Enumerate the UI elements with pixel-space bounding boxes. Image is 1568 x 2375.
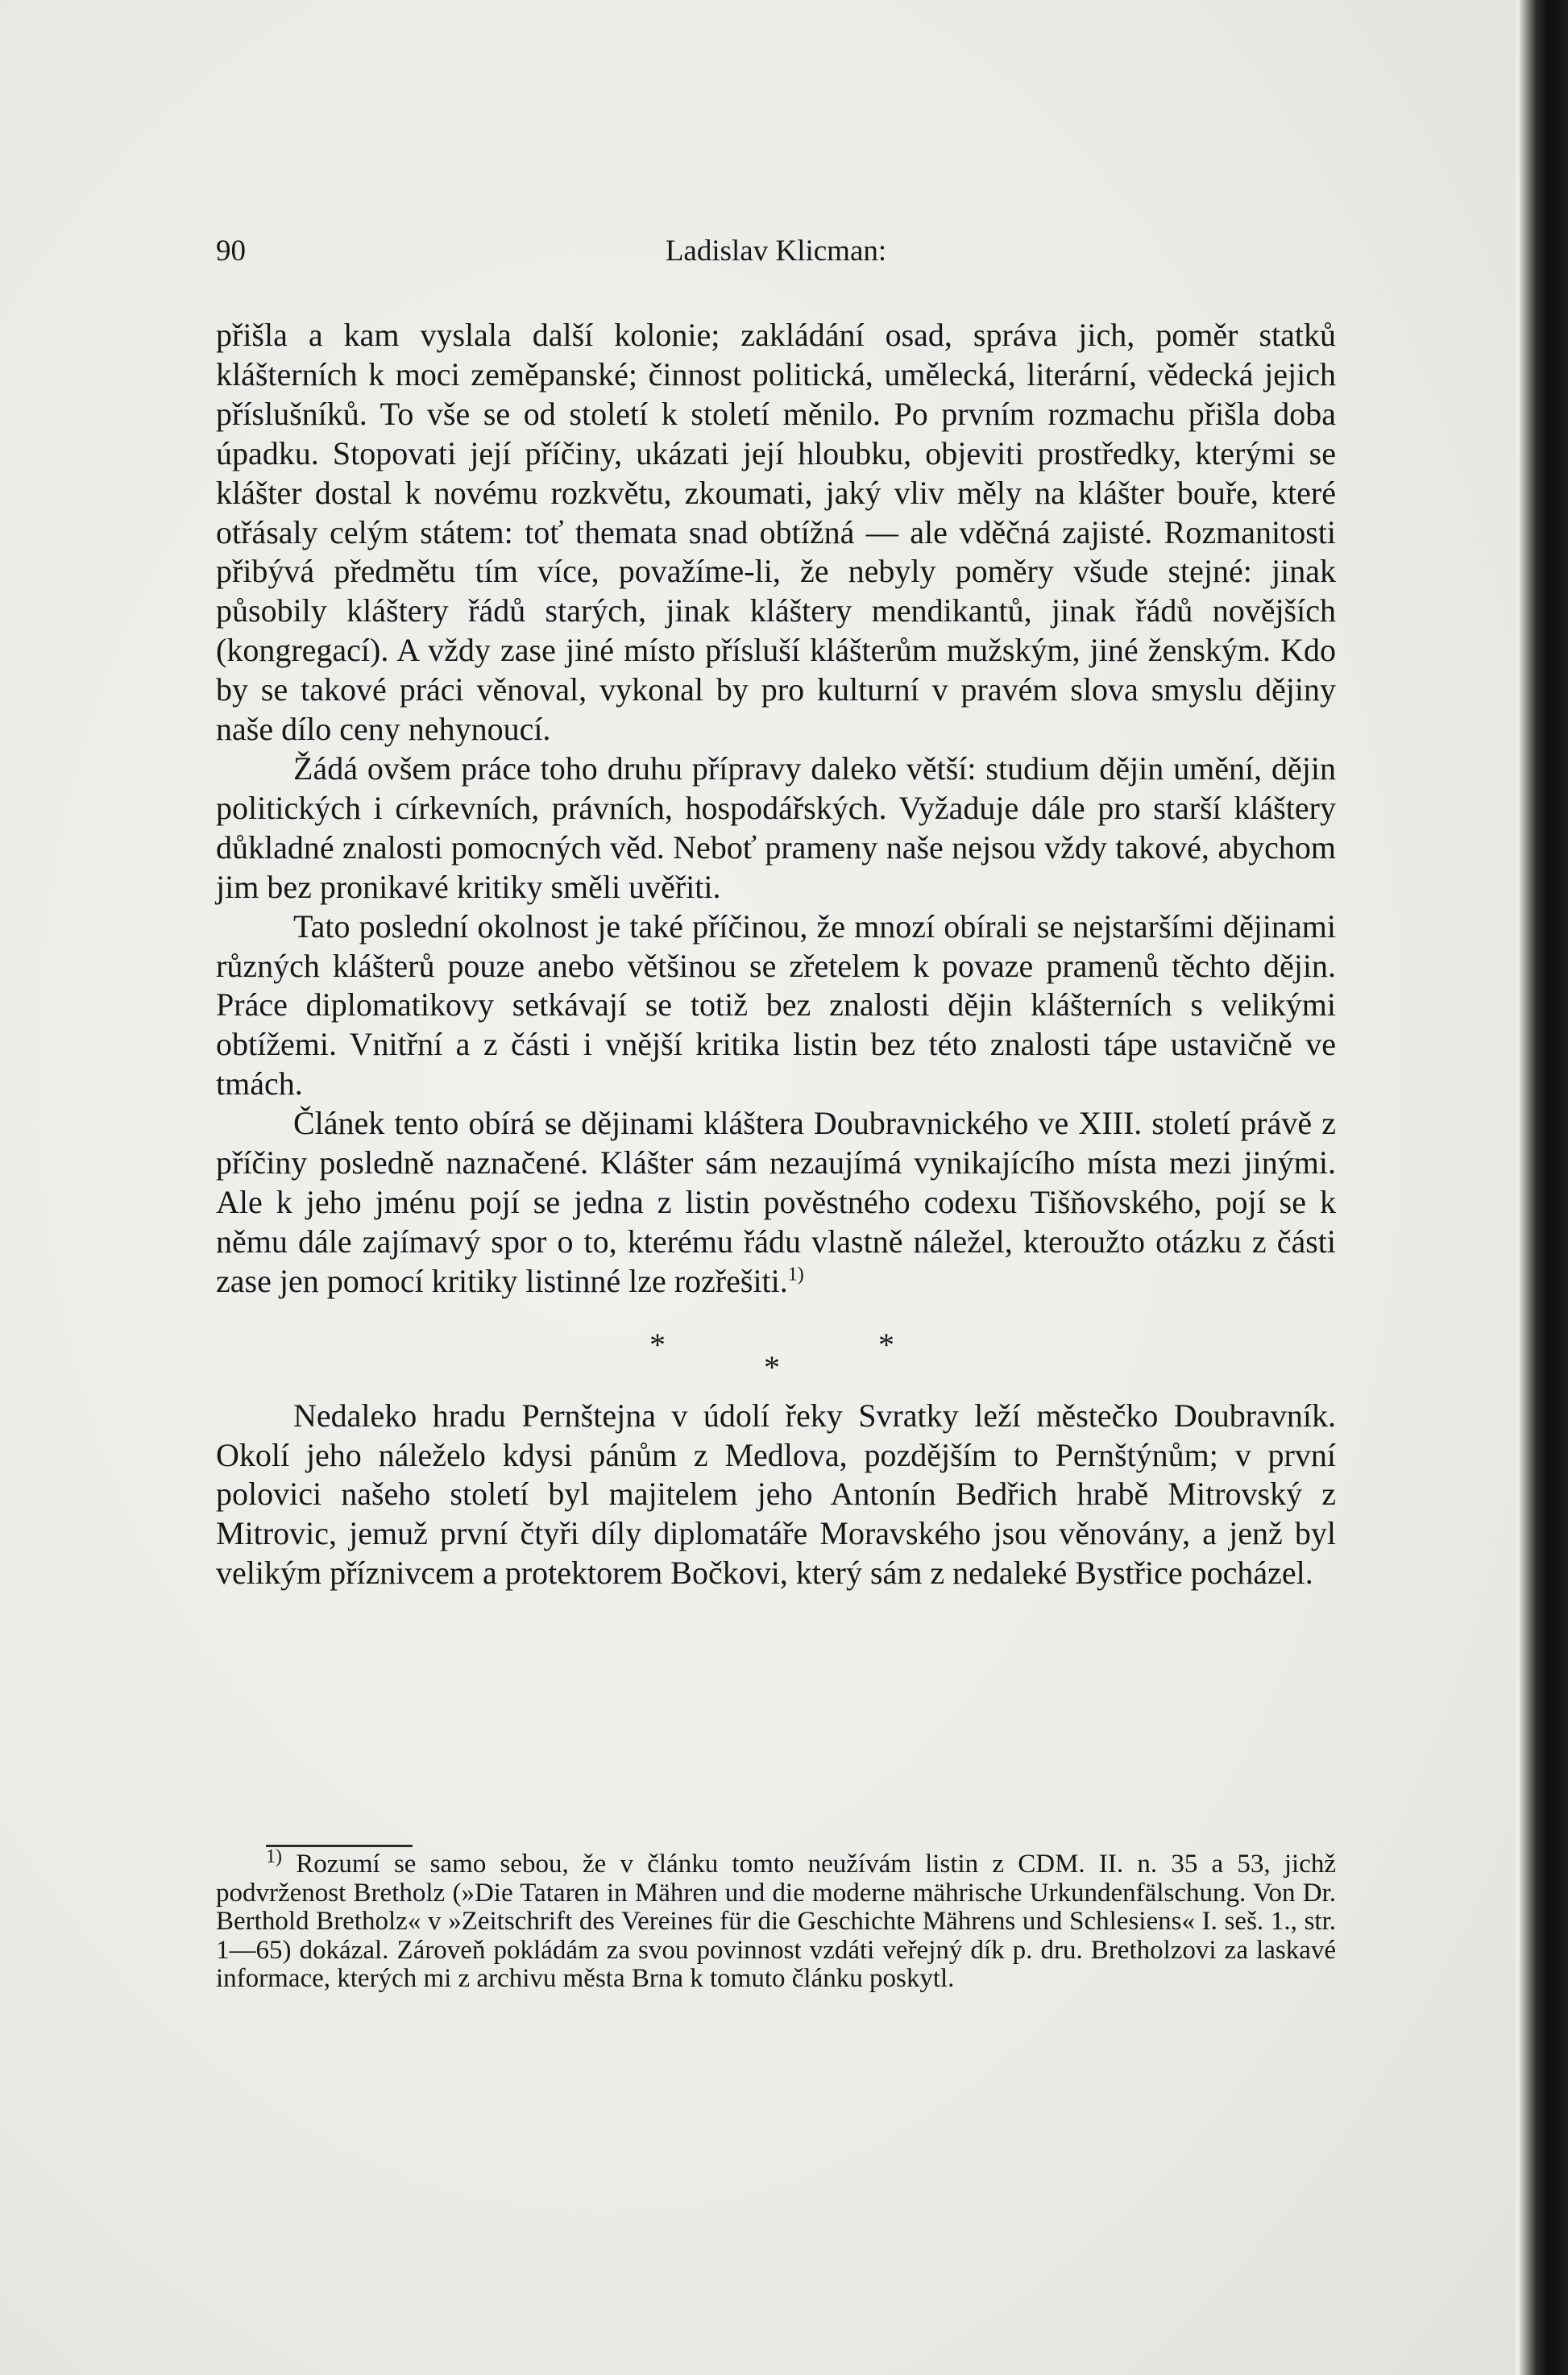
running-title: Ladislav Klicman: — [665, 235, 887, 268]
page-header — [216, 234, 1336, 282]
page-number: 90 — [216, 235, 246, 268]
asterisk-middle: * — [764, 1348, 780, 1385]
section-separator — [216, 1302, 1336, 1397]
asterisk-left: * — [649, 1326, 666, 1363]
paragraph-3: Tato poslední okolnost je také příčinou, že mnozí obírali se nejstaršími dějinami různých klášterů pouze anebo většinou se zřetelem k povaze pramenů těchto dějin. Práce diplomatikovy setkávají se totiž bez znalosti dějin klášterních s velikými obtížemi. Vnitřní a z části i vnější kritika listin bez této znalosti tápe ustavičně ve tmách. — [216, 907, 1336, 1102]
main-text — [216, 316, 1336, 1593]
footnote-text: Rozumí se samo sebou, že v článku tomto neužívám listin z CDM. II. n. 35 a 53, jichž podvrženost Bretholz (»Die Tataren in Mähren und die moderne mährische Urkundenfälschung. Von Dr. Berthold Bretholz« v »Zeitschrift des Vereines für die Geschichte Mährens und Schlesiens« I. seš. 1., str. 1—65) dokázal. Zároveň pokládám za svou povinnost vzdáti veřejný dík p. dru. Bretholzovi za laskavé informace, kterých mi z archivu města Brna k tomuto článku poskytl. — [216, 1850, 1337, 1993]
paragraph-2: Žádá ovšem práce toho druhu přípravy daleko větší: studium dějin umění, dějin politických i církevních, právních, hospodářských. Vyžaduje dále pro starší kláštery důkladné znalosti pomocných věd. Neboť prameny naše nejsou vždy takové, abychom jim bez pronikavé kritiky směli uvěřiti. — [216, 749, 1336, 905]
footnote-reference: 1) — [787, 1264, 804, 1285]
footnote-mark: 1) — [266, 1846, 282, 1867]
asterisk-right: * — [878, 1326, 894, 1363]
paragraph-4 — [216, 1104, 1336, 1302]
footnote-divider — [266, 1845, 413, 1847]
paragraph-1: přišla a kam vyslala další kolonie; zakládání osad, správa jich, poměr statků klášterních k moci zeměpanské; činnost politická, umělecká, literární, vědecká jejich příslušníků. To vše se od století k století měnilo. Po prvním rozmachu přišla doba úpadku. Stopovati její příčiny, ukázati její hloubku, objeviti prostředky, kterými se klášter dostal k novému rozkvětu, zkoumati, jaký vliv měly na klášter bouře, které otřásaly celým státem: toť themata snad obtížná — ale vděčná zajisté. Rozmanitosti přibývá předmětu tím více, považíme-li, že nebyly poměry všude stejné: jinak působily kláštery řádů starých, jinak kláštery mendikantů, jinak řádů novějších (kongregací). A vždy zase jiné místo přísluší klášterům mužským, jiné ženským. Kdo by se takové práci věnoval, vykonal by pro kulturní v pravém slova smyslu dějiny naše dílo ceny nehynoucí. — [216, 317, 1336, 748]
footnotes — [216, 1846, 1337, 1994]
scan-binding-edge — [1520, 0, 1568, 2375]
paragraph-4-text: Článek tento obírá se dějinami kláštera Doubravnického ve XIII. století právě z příčiny posledně naznačené. Klášter sám nezaujímá vynikajícího místa mezi jinými. Ale k jeho jménu pojí se jedna z listin pověstného codexu Tišňovského, pojí se k němu dále zajímavý spor o to, kterému řádu vlastně náležel, kteroužto otázku z části zase jen pomocí kritiky listinné lze rozřešiti. — [216, 1105, 1336, 1299]
paragraph-5: Nedaleko hradu Pernštejna v údolí řeky Svratky leží městečko Doubravník. Okolí jeho náleželo kdysi pánům z Medlova, pozdějším to Pernštýnům; v první polovici našeho století byl majitelem jeho Antonín Bedřich hrabě Mitrovský z Mitrovic, jemuž první čtyři díly diplomatáře Moravského jsou věnovány, a jenž byl velikým příznivcem a protektorem Bočkovi, který sám z nedaleké Bystřice pocházel. — [216, 1397, 1336, 1592]
footnote-1 — [216, 1846, 1337, 1994]
